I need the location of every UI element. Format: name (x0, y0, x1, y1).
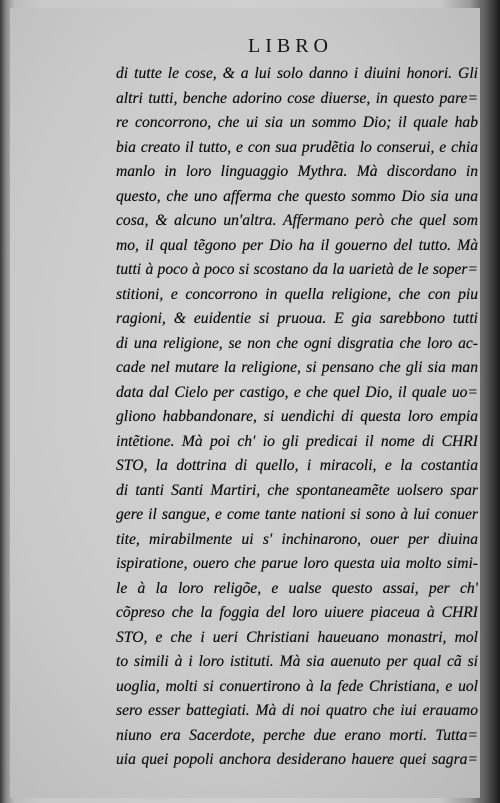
text-line: to simili à i loro istituti. Mà sia auenuto per qual cã si (116, 653, 478, 670)
text-line: STO, la dottrina di quello, i miracoli, e la costantia (116, 457, 478, 474)
text-line: mo, il qual tẽgono per Dio ha il gouerno del tutto. Mà (116, 236, 478, 254)
text-line: re concorrono, che ui sia un sommo Dio; il quale hab (116, 114, 478, 131)
text-line: gliono habbandonare, si uendichi di questa loro empia (116, 408, 478, 425)
text-line: intẽtione. Mà poi ch' io gli predicai il nome di CHRI (116, 432, 478, 450)
text-line: altri tutti, benche adorino cose diuerse, in questo pare= (116, 89, 478, 107)
text-line: bia creato il tutto, e con sua prudẽtia lo conserui, e chia (116, 138, 478, 156)
text-line: uia quei popoli anchora desiderano hauere quei sagra= (116, 751, 478, 768)
text-line: le à la loro religõe, e ualse questo assai, per ch' (116, 579, 478, 597)
text-line: niuno era Sacerdote, perche due erano morti. Tutta= (116, 726, 478, 744)
text-line: uoglia, molti si conuertirono à la fede Christiana, e uol (116, 677, 478, 695)
text-line: cade nel mutare la religione, si pensano che gli sia man (116, 359, 478, 376)
body-text-block (116, 62, 478, 773)
text-line: di tanti Santi Martiri, che spontaneamẽte uolsero spar (116, 481, 478, 499)
text-line: data dal Cielo per castigo, e che quel Dio, il quale uo= (116, 383, 478, 401)
text-line: gere il sangue, e come tante nationi si sono à lui conuer (116, 506, 478, 523)
text-line: stitioni, e concorrono in quella religione, che con piu (116, 285, 478, 303)
text-line: questo, che uno afferma che questo sommo Dio sia una (116, 187, 478, 205)
text-line: tutti à poco à poco si scostano da la uarietà de le soper= (116, 261, 478, 278)
text-line: STO, e che i ueri Christiani haueuano monastri, mol (116, 628, 478, 646)
text-line: ragioni, & euidentie si pruoua. E gia sarebbono tutti (116, 310, 478, 327)
running-head: LIBRO (248, 35, 333, 57)
book-spine-shadow (482, 0, 500, 803)
text-line: tite, mirabilmente ui s' inchinarono, ouer per diuina (116, 530, 478, 548)
text-line: di una religione, se non che ogni disgratia che loro ac- (116, 334, 478, 352)
text-line: ispiratione, ouero che parue loro questa uia molto simi- (116, 555, 478, 572)
text-line: cosa, & alcuno un'altra. Affermano però che quel som (116, 212, 478, 229)
text-line: cõpreso che la foggia del loro uiuere piaceua à CHRI (116, 604, 478, 621)
text-line: manlo in loro linguaggio Mythra. Mà discordano in (116, 163, 478, 180)
text-line: sero esser battegiati. Mà di noi quatro che iui erauamo (116, 702, 478, 719)
text-line: di tutte le cose, & a lui solo danno i diuini honori. Gli (116, 65, 478, 82)
